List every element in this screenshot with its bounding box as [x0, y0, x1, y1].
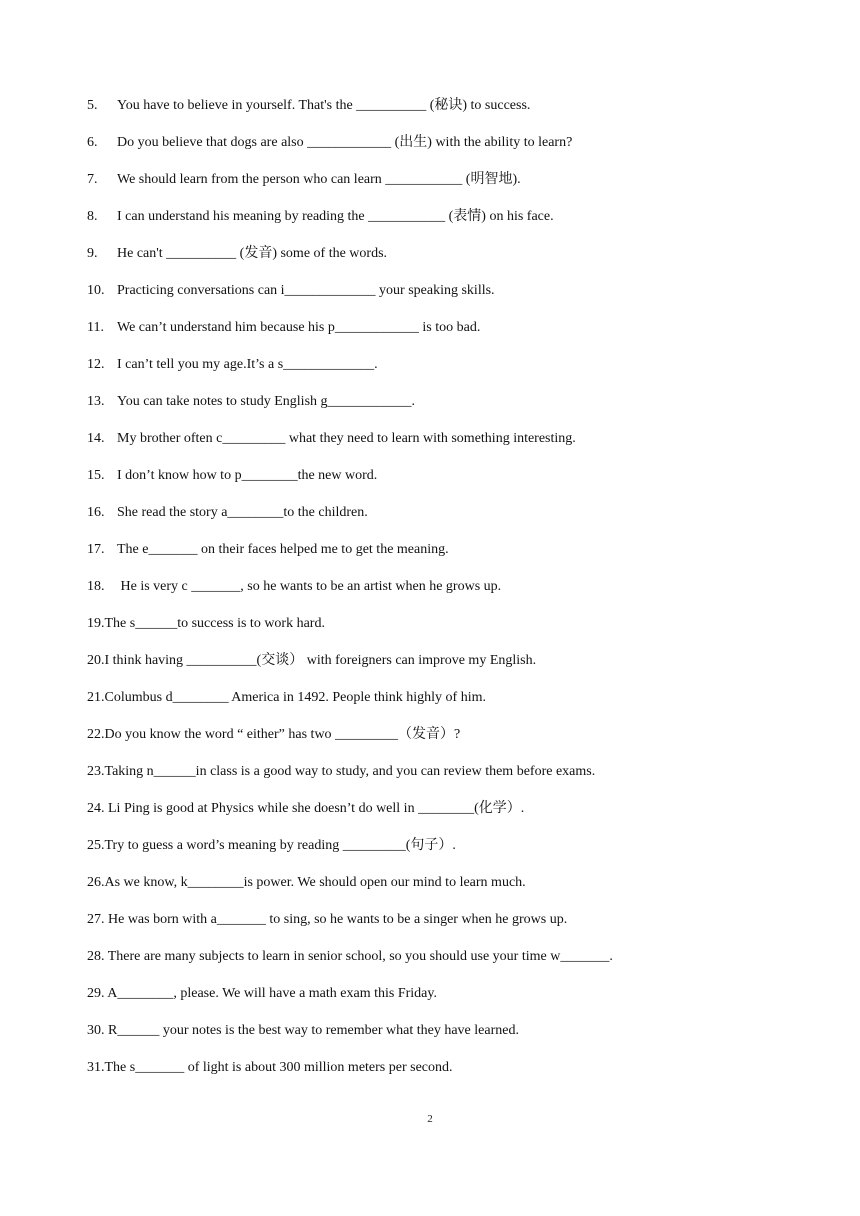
question-text: 21.Columbus d________ America in 1492. People think highly of him.	[87, 690, 486, 705]
question-text: 29. A________, please. We will have a math exam this Friday.	[87, 986, 437, 1001]
question-number: 5.	[87, 98, 98, 113]
question-item	[87, 873, 526, 893]
question-text: 24. Li Ping is good at Physics while she doesn’t do well in ________(化学）.	[87, 801, 525, 816]
question-text: 27. He was born with a_______ to sing, so he wants to be a singer when he grows up.	[87, 912, 568, 927]
question-item	[87, 318, 480, 338]
question-text: I can’t tell you my age.It’s a s_____________.	[117, 357, 378, 372]
question-item	[87, 133, 572, 153]
question-text: Do you believe that dogs are also ____________ (出生) with the ability to learn?	[117, 135, 573, 150]
question-item	[87, 429, 576, 449]
question-item	[87, 725, 460, 745]
page-number: 2	[427, 1113, 433, 1125]
question-item	[87, 984, 437, 1004]
question-item	[87, 503, 368, 523]
question-item	[87, 355, 378, 375]
question-text: 23.Taking n______in class is a good way to study, and you can review them before exams.	[87, 764, 596, 779]
question-text: My brother often c_________ what they need to learn with something interesting.	[117, 431, 576, 446]
question-item	[87, 207, 554, 227]
question-item	[87, 651, 536, 671]
question-text: She read the story a________to the children.	[117, 505, 368, 520]
question-item	[87, 170, 521, 190]
question-item	[87, 688, 486, 708]
question-text: 25.Try to guess a word’s meaning by reading _________(句子）.	[87, 838, 456, 853]
question-number: 16.	[87, 505, 105, 520]
question-text: 19.The s______to success is to work hard.	[87, 616, 325, 631]
question-text: He can't __________ (发音) some of the words.	[117, 246, 388, 261]
question-item	[87, 836, 456, 856]
question-item	[87, 1021, 519, 1041]
question-text: We can’t understand him because his p____________ is too bad.	[117, 320, 481, 335]
question-text: We should learn from the person who can learn ___________ (明智地).	[117, 172, 521, 187]
question-number: 11.	[87, 320, 104, 335]
question-number: 15.	[87, 468, 105, 483]
question-text: Practicing conversations can i_____________ your speaking skills.	[117, 283, 495, 298]
question-item	[87, 392, 415, 412]
question-text: 22.Do you know the word “ either” has two _________（发音）?	[87, 727, 461, 742]
question-text: You have to believe in yourself. That's the __________ (秘诀) to success.	[117, 98, 531, 113]
question-item	[87, 910, 567, 930]
question-item	[87, 614, 325, 634]
question-number: 18.	[87, 579, 105, 594]
question-text: 28. There are many subjects to learn in senior school, so you should use your time w_______.	[87, 949, 613, 964]
question-item	[87, 1058, 453, 1078]
question-item	[87, 466, 377, 486]
question-text: 31.The s_______ of light is about 300 million meters per second.	[87, 1060, 453, 1075]
question-text: 26.As we know, k________is power. We should open our mind to learn much.	[87, 875, 526, 890]
question-number: 14.	[87, 431, 105, 446]
question-item	[87, 244, 387, 264]
question-item	[87, 577, 501, 597]
question-text: You can take notes to study English g____________.	[117, 394, 416, 409]
question-item	[87, 540, 449, 560]
question-text: The e_______ on their faces helped me to get the meaning.	[117, 542, 449, 557]
question-number: 6.	[87, 135, 98, 150]
question-item	[87, 799, 524, 819]
question-item	[87, 281, 495, 301]
question-number: 13.	[87, 394, 105, 409]
question-number: 17.	[87, 542, 105, 557]
question-number: 8.	[87, 209, 98, 224]
question-text: I don’t know how to p________the new word.	[117, 468, 378, 483]
question-text: 20.I think having __________(交谈） with foreigners can improve my English.	[87, 653, 537, 668]
question-text: I can understand his meaning by reading the ___________ (表情) on his face.	[117, 209, 554, 224]
question-number: 9.	[87, 246, 98, 261]
question-number: 12.	[87, 357, 105, 372]
question-text: 30. R______ your notes is the best way to remember what they have learned.	[87, 1023, 519, 1038]
question-item	[87, 762, 595, 782]
question-item	[87, 96, 530, 116]
question-number: 10.	[87, 283, 105, 298]
question-item	[87, 947, 613, 967]
question-number: 7.	[87, 172, 98, 187]
question-text: He is very c _______, so he wants to be an artist when he grows up.	[117, 579, 502, 594]
